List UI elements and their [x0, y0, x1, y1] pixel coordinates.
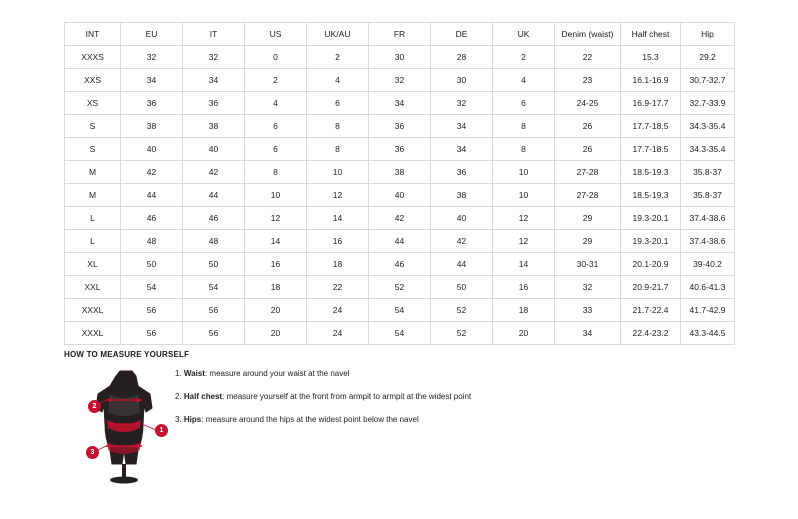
- cell-us: 0: [245, 46, 307, 69]
- cell-denim-waist: 27-28: [555, 161, 621, 184]
- cell-de: 42: [431, 230, 493, 253]
- cell-int: M: [65, 184, 121, 207]
- table-row: [65, 207, 735, 230]
- cell-denim-waist: 29: [555, 207, 621, 230]
- cell-eu: 50: [121, 253, 183, 276]
- cell-fr: 54: [369, 299, 431, 322]
- cell-eu: 38: [121, 115, 183, 138]
- cell-half-chest: 18.5-19.3: [621, 161, 681, 184]
- cell-uk: 12: [493, 230, 555, 253]
- cell-half-chest: 16.1-16.9: [621, 69, 681, 92]
- cell-uk-au: 2: [307, 46, 369, 69]
- cell-hip: 35.8-37: [681, 161, 735, 184]
- cell-half-chest: 19.3-20.1: [621, 230, 681, 253]
- cell-denim-waist: 26: [555, 138, 621, 161]
- cell-uk-au: 16: [307, 230, 369, 253]
- cell-it: 56: [183, 299, 245, 322]
- cell-us: 16: [245, 253, 307, 276]
- cell-hip: 41.7-42.9: [681, 299, 735, 322]
- cell-half-chest: 18.5-19.3: [621, 184, 681, 207]
- measure-item-number: 2.: [175, 392, 182, 401]
- cell-it: 50: [183, 253, 245, 276]
- table-row: [65, 92, 735, 115]
- column-header-denim-waist: Denim (waist): [555, 23, 621, 46]
- measure-item-term: Hips: [183, 415, 202, 424]
- cell-uk: 8: [493, 115, 555, 138]
- cell-eu: 42: [121, 161, 183, 184]
- cell-denim-waist: 32: [555, 276, 621, 299]
- cell-eu: 44: [121, 184, 183, 207]
- column-header-eu: EU: [121, 23, 183, 46]
- cell-int: XXXL: [65, 322, 121, 345]
- measure-item-number: 1.: [175, 369, 182, 378]
- cell-it: 32: [183, 46, 245, 69]
- column-header-de: DE: [431, 23, 493, 46]
- cell-uk-au: 10: [307, 161, 369, 184]
- cell-fr: 52: [369, 276, 431, 299]
- cell-half-chest: 20.9-21.7: [621, 276, 681, 299]
- cell-uk: 6: [493, 92, 555, 115]
- figure-badge-1: 1: [155, 424, 168, 437]
- cell-us: 18: [245, 276, 307, 299]
- table-row: [65, 253, 735, 276]
- measure-item-text: : measure around the hips at the widest point below the navel: [201, 415, 419, 424]
- cell-eu: 54: [121, 276, 183, 299]
- cell-fr: 34: [369, 92, 431, 115]
- cell-int: S: [65, 115, 121, 138]
- size-chart-table: [64, 22, 735, 345]
- table-row: [65, 115, 735, 138]
- measure-item-half-chest: [175, 391, 595, 402]
- cell-it: 48: [183, 230, 245, 253]
- figure-badge-2: 2: [88, 400, 101, 413]
- cell-us: 6: [245, 115, 307, 138]
- cell-de: 34: [431, 115, 493, 138]
- cell-eu: 34: [121, 69, 183, 92]
- cell-it: 44: [183, 184, 245, 207]
- cell-int: S: [65, 138, 121, 161]
- measure-item-text: : measure yourself at the front from armpit to armpit at the widest point: [222, 392, 472, 401]
- cell-de: 36: [431, 161, 493, 184]
- cell-it: 54: [183, 276, 245, 299]
- cell-hip: 29.2: [681, 46, 735, 69]
- cell-de: 52: [431, 322, 493, 345]
- measurement-figure: [80, 368, 180, 488]
- cell-us: 4: [245, 92, 307, 115]
- cell-uk-au: 12: [307, 184, 369, 207]
- size-chart-table-wrapper: [64, 22, 734, 345]
- cell-de: 40: [431, 207, 493, 230]
- cell-uk: 16: [493, 276, 555, 299]
- cell-int: XXL: [65, 276, 121, 299]
- cell-fr: 36: [369, 138, 431, 161]
- cell-us: 2: [245, 69, 307, 92]
- cell-int: XXS: [65, 69, 121, 92]
- cell-de: 34: [431, 138, 493, 161]
- cell-it: 36: [183, 92, 245, 115]
- cell-hip: 37.4-38.6: [681, 207, 735, 230]
- cell-fr: 38: [369, 161, 431, 184]
- cell-uk: 10: [493, 161, 555, 184]
- measure-item-term: Half chest: [183, 392, 223, 401]
- cell-uk: 4: [493, 69, 555, 92]
- cell-uk-au: 8: [307, 115, 369, 138]
- cell-uk-au: 18: [307, 253, 369, 276]
- column-header-it: IT: [183, 23, 245, 46]
- cell-fr: 54: [369, 322, 431, 345]
- cell-hip: 35.8-37: [681, 184, 735, 207]
- cell-uk-au: 6: [307, 92, 369, 115]
- cell-de: 38: [431, 184, 493, 207]
- cell-fr: 46: [369, 253, 431, 276]
- column-header-fr: FR: [369, 23, 431, 46]
- cell-uk: 8: [493, 138, 555, 161]
- cell-denim-waist: 33: [555, 299, 621, 322]
- cell-us: 12: [245, 207, 307, 230]
- cell-eu: 36: [121, 92, 183, 115]
- cell-int: XS: [65, 92, 121, 115]
- cell-uk-au: 8: [307, 138, 369, 161]
- cell-us: 20: [245, 299, 307, 322]
- cell-us: 14: [245, 230, 307, 253]
- cell-it: 46: [183, 207, 245, 230]
- cell-hip: 34.3-35.4: [681, 138, 735, 161]
- cell-us: 10: [245, 184, 307, 207]
- table-row: [65, 46, 735, 69]
- cell-eu: 46: [121, 207, 183, 230]
- cell-eu: 48: [121, 230, 183, 253]
- measure-item-hips: [175, 414, 595, 425]
- size-chart-header: [65, 23, 735, 46]
- cell-int: XL: [65, 253, 121, 276]
- cell-de: 52: [431, 299, 493, 322]
- column-header-half-chest: Half chest: [621, 23, 681, 46]
- measure-item-waist: [175, 368, 595, 379]
- cell-uk-au: 4: [307, 69, 369, 92]
- cell-fr: 40: [369, 184, 431, 207]
- table-header-row: [65, 23, 735, 46]
- cell-uk: 20: [493, 322, 555, 345]
- cell-uk-au: 24: [307, 322, 369, 345]
- cell-uk-au: 22: [307, 276, 369, 299]
- cell-uk: 14: [493, 253, 555, 276]
- cell-int: XXXS: [65, 46, 121, 69]
- cell-us: 8: [245, 161, 307, 184]
- column-header-hip: Hip: [681, 23, 735, 46]
- cell-it: 56: [183, 322, 245, 345]
- cell-int: M: [65, 161, 121, 184]
- cell-half-chest: 19.3-20.1: [621, 207, 681, 230]
- cell-hip: 37.4-38.6: [681, 230, 735, 253]
- cell-hip: 30.7-32.7: [681, 69, 735, 92]
- cell-hip: 43.3-44.5: [681, 322, 735, 345]
- figure-badge-3: 3: [86, 446, 99, 459]
- column-header-uk: UK: [493, 23, 555, 46]
- table-row: [65, 230, 735, 253]
- column-header-us: US: [245, 23, 307, 46]
- cell-uk: 2: [493, 46, 555, 69]
- cell-de: 32: [431, 92, 493, 115]
- cell-denim-waist: 27-28: [555, 184, 621, 207]
- cell-denim-waist: 30-31: [555, 253, 621, 276]
- cell-fr: 30: [369, 46, 431, 69]
- cell-denim-waist: 23: [555, 69, 621, 92]
- cell-de: 50: [431, 276, 493, 299]
- cell-half-chest: 15.3: [621, 46, 681, 69]
- table-row: [65, 138, 735, 161]
- cell-de: 44: [431, 253, 493, 276]
- cell-eu: 56: [121, 299, 183, 322]
- cell-uk-au: 14: [307, 207, 369, 230]
- cell-uk: 10: [493, 184, 555, 207]
- table-row: [65, 299, 735, 322]
- cell-half-chest: 16.9-17.7: [621, 92, 681, 115]
- size-chart-body: [65, 46, 735, 345]
- cell-uk: 12: [493, 207, 555, 230]
- cell-denim-waist: 26: [555, 115, 621, 138]
- column-header-uk-au: UK/AU: [307, 23, 369, 46]
- cell-hip: 32.7-33.9: [681, 92, 735, 115]
- cell-denim-waist: 29: [555, 230, 621, 253]
- how-to-measure-list: [175, 368, 595, 437]
- cell-hip: 34.3-35.4: [681, 115, 735, 138]
- cell-int: L: [65, 207, 121, 230]
- how-to-measure-title: HOW TO MEASURE YOURSELF: [64, 350, 190, 359]
- cell-it: 38: [183, 115, 245, 138]
- cell-us: 20: [245, 322, 307, 345]
- cell-half-chest: 17.7-18.5: [621, 115, 681, 138]
- cell-fr: 32: [369, 69, 431, 92]
- table-row: [65, 69, 735, 92]
- table-row: [65, 161, 735, 184]
- cell-half-chest: 20.1-20.9: [621, 253, 681, 276]
- cell-uk-au: 24: [307, 299, 369, 322]
- cell-fr: 42: [369, 207, 431, 230]
- measure-item-term: Waist: [183, 369, 205, 378]
- cell-fr: 44: [369, 230, 431, 253]
- cell-de: 28: [431, 46, 493, 69]
- cell-it: 40: [183, 138, 245, 161]
- table-row: [65, 276, 735, 299]
- cell-hip: 40.6-41.3: [681, 276, 735, 299]
- cell-fr: 36: [369, 115, 431, 138]
- cell-denim-waist: 34: [555, 322, 621, 345]
- cell-half-chest: 17.7-18.5: [621, 138, 681, 161]
- cell-denim-waist: 22: [555, 46, 621, 69]
- table-row: [65, 322, 735, 345]
- table-row: [65, 184, 735, 207]
- measure-item-text: : measure around your waist at the navel: [204, 369, 350, 378]
- measure-item-number: 3.: [175, 415, 182, 424]
- cell-denim-waist: 24-25: [555, 92, 621, 115]
- cell-int: XXXL: [65, 299, 121, 322]
- cell-int: L: [65, 230, 121, 253]
- cell-hip: 39-40.2: [681, 253, 735, 276]
- cell-it: 42: [183, 161, 245, 184]
- cell-de: 30: [431, 69, 493, 92]
- cell-us: 6: [245, 138, 307, 161]
- cell-eu: 40: [121, 138, 183, 161]
- cell-eu: 32: [121, 46, 183, 69]
- cell-half-chest: 22.4-23.2: [621, 322, 681, 345]
- cell-it: 34: [183, 69, 245, 92]
- column-header-int: INT: [65, 23, 121, 46]
- cell-uk: 18: [493, 299, 555, 322]
- cell-eu: 56: [121, 322, 183, 345]
- cell-half-chest: 21.7-22.4: [621, 299, 681, 322]
